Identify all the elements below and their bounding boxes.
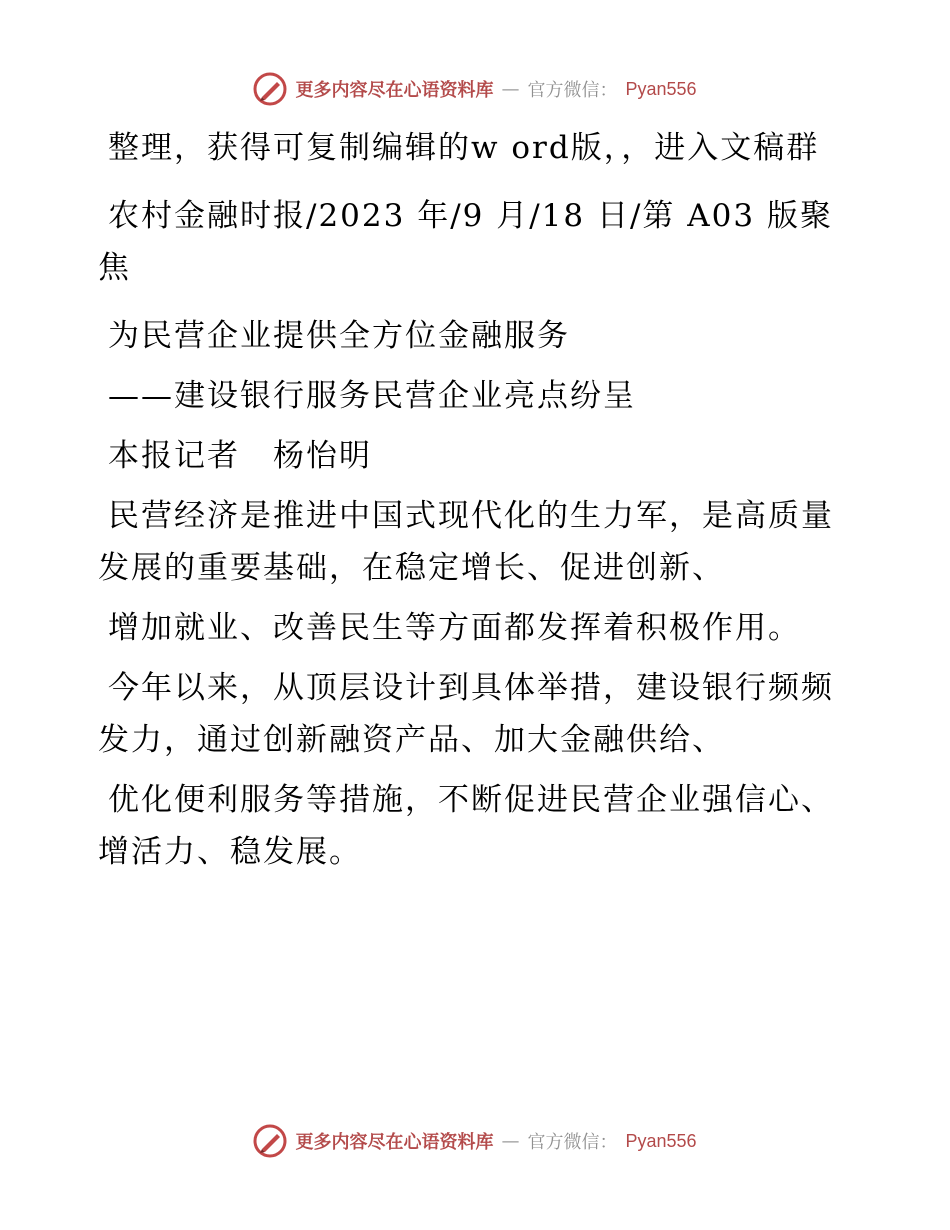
watermark-separator: —: [501, 78, 520, 100]
footer-watermark: [0, 1124, 950, 1158]
pen-logo-icon: [253, 72, 287, 106]
article-subtitle: ——建设银行服务民营企业亮点纷呈: [108, 378, 636, 414]
paragraph-intro: 整理，获得可复制编辑的w ord版，，进入文稿群: [108, 130, 820, 166]
watermark-main-text: 更多内容尽在心语资料库: [295, 80, 494, 101]
document-body: [98, 122, 858, 886]
watermark-wechat-id: Pyan556: [625, 1130, 697, 1151]
paragraph-body-4: 优化便利服务等措施，不断促进民营企业强信心、增活力、稳发展。: [98, 782, 834, 870]
watermark-sub-text: 官方微信：: [527, 1132, 618, 1153]
paragraph-body-2: 增加就业、改善民生等方面都发挥着积极作用。: [108, 610, 801, 646]
watermark-separator: —: [501, 1130, 520, 1152]
pen-logo-icon: [253, 1124, 287, 1158]
watermark-main-text: 更多内容尽在心语资料库: [295, 1132, 494, 1153]
article-byline: 本报记者 杨怡明: [108, 438, 372, 474]
paragraph-source: 农村金融时报/2023 年/9 月/18 日/第 A03 版聚焦: [98, 198, 833, 286]
paragraph-body-3: 今年以来，从顶层设计到具体举措，建设银行频频发力，通过创新融资产品、加大金融供给、: [98, 670, 834, 758]
header-watermark: [0, 72, 950, 106]
article-title: 为民营企业提供全方位金融服务: [108, 318, 570, 354]
paragraph-body-1: 民营经济是推进中国式现代化的生力军，是高质量发展的重要基础，在稳定增长、促进创新、: [98, 498, 834, 586]
watermark-wechat-id: Pyan556: [625, 78, 697, 99]
watermark-sub-text: 官方微信：: [527, 80, 618, 101]
